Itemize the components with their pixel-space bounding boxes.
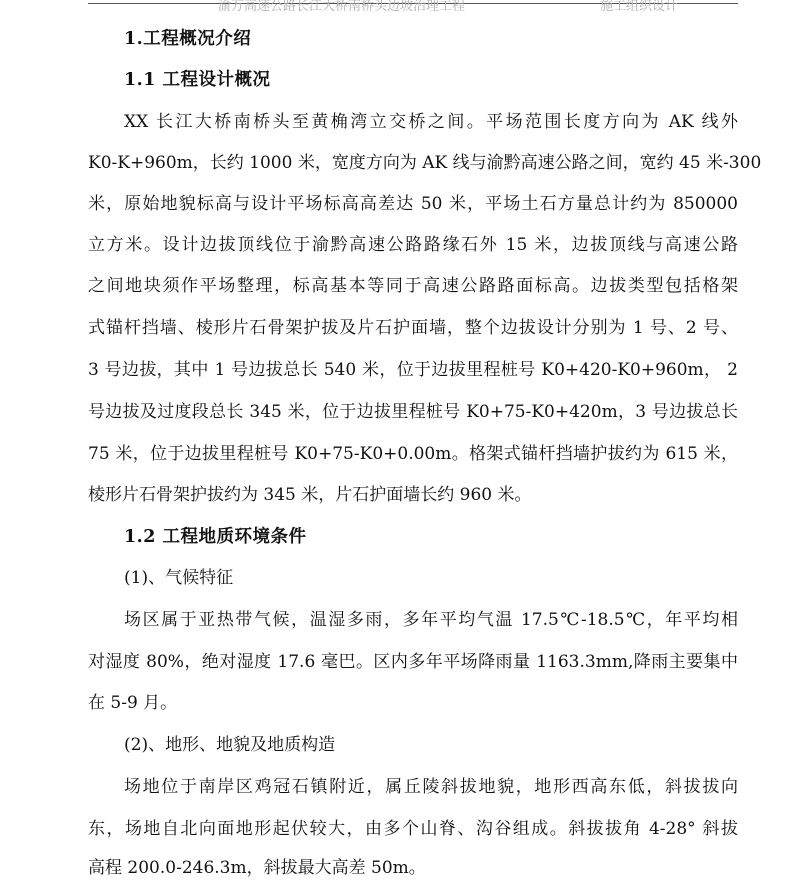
section-1-1-heading: 1.1 工程设计概况 <box>124 70 271 90</box>
paragraph-line: 立方米。设计边拔顶线位于渝黔高速公路路缘石外 15 米，边拔顶线与高速公路 <box>88 235 738 255</box>
paragraph-line: XX 长江大桥南桥头至黄桷湾立交桥之间。平场范围长度方向为 AK 线外 <box>124 112 738 132</box>
paragraph-line: 3 号边拔，其中 1 号边拔总长 540 米，位于边拔里程桩号 K0+420-K0+960m， 2 <box>88 360 738 380</box>
subsection-terrain-title: (2)、地形、地貌及地质构造 <box>124 735 336 755</box>
paragraph-line: K0-K+960m，长约 1000 米，宽度方向为 AK 线与渝黔高速公路之间，宽约 45 米-300 <box>88 153 762 173</box>
paragraph-line: 棱形片石骨架护拔约为 345 米，片石护面墙长约 960 米。 <box>88 485 532 505</box>
subsection-climate-title: (1)、气候特征 <box>124 568 234 588</box>
paragraph-line: 对湿度 80%，绝对湿度 17.6 毫巴。区内多年平场降雨量 1163.3mm,降雨主要集中 <box>88 652 738 672</box>
paragraph-line: 场区属于亚热带气候，温湿多雨，多年平均气温 17.5℃-18.5℃，年平均相 <box>124 610 738 630</box>
paragraph-line: 在 5-9 月。 <box>88 693 178 713</box>
header-right-text: 施工组织设计 <box>599 0 678 14</box>
paragraph-line: 式锚杆挡墙、棱形片石骨架护拔及片石护面墙，整个边拔设计分别为 1 号、2 号、 <box>88 318 738 338</box>
paragraph-line: 东，场地自北向面地形起伏较大，由多个山脊、沟谷组成。斜拔拔角 4-28° 斜拔 <box>88 819 738 839</box>
page-header <box>88 0 738 14</box>
paragraph-line: 之间地块须作平场整理，标高基本等同于高速公路路面标高。边拔类型包括格架 <box>88 276 738 296</box>
paragraph-line: 米，原始地貌标高与设计平场标高高差达 50 米，平场土石方量总计约为 850000 <box>88 194 738 214</box>
header-left-text: 渝万高速公路长江大桥南桥头边坡治理工程 <box>218 0 466 14</box>
paragraph-line: 高程 200.0-246.3m，斜拔最大高差 50m。 <box>88 858 426 878</box>
paragraph-line: 场地位于南岸区鸡冠石镇附近，属丘陵斜拔地貌，地形西高东低，斜拔拔向 <box>124 777 738 797</box>
section-1-2-heading: 1.2 工程地质环境条件 <box>124 527 307 547</box>
section-1-heading: 1.工程概况介绍 <box>124 29 252 49</box>
paragraph-line: 号边拔及过度段总长 345 米，位于边拔里程桩号 K0+75-K0+420m，3 号边拔总长 <box>88 402 738 422</box>
paragraph-line: 75 米，位于边拔里程桩号 K0+75-K0+0.00m。格架式锚杆挡墙护拔约为 615 米， <box>88 444 738 464</box>
